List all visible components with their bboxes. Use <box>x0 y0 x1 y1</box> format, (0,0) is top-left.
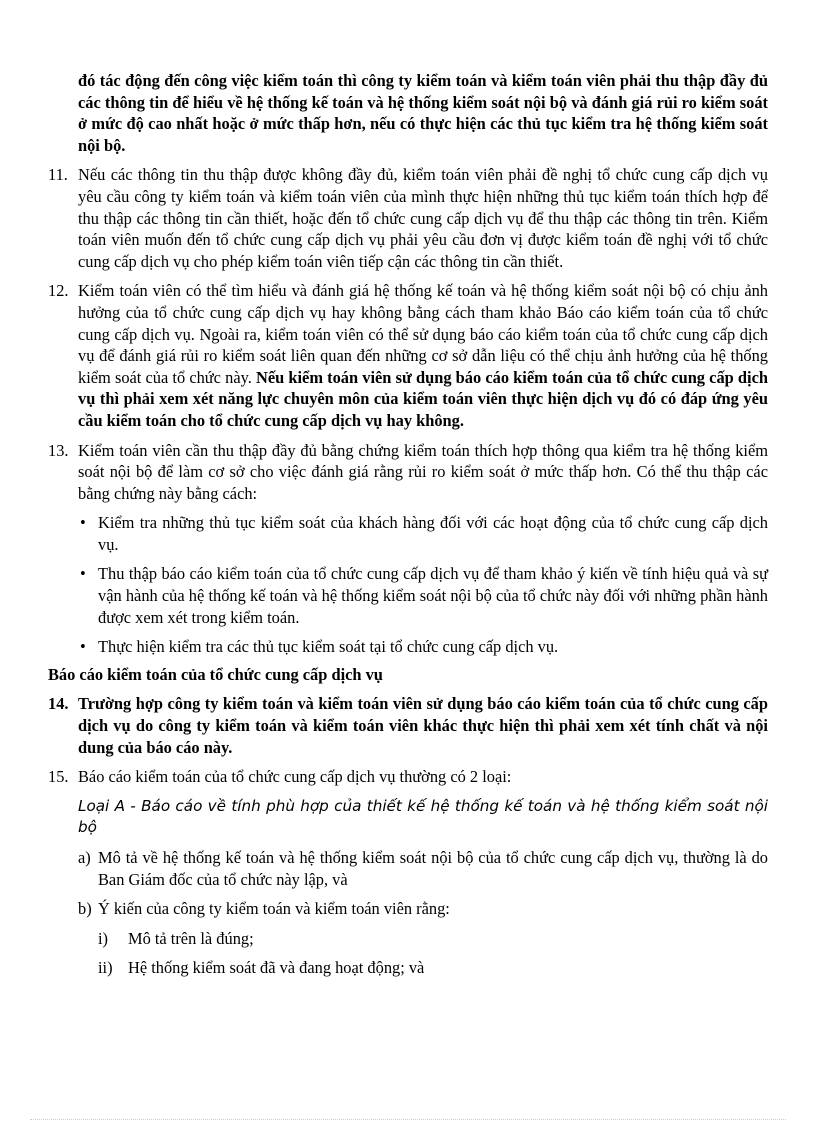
page-bottom-divider <box>30 1119 786 1120</box>
sub-item-b <box>78 898 768 920</box>
item-number: 13. <box>48 440 69 460</box>
document-page <box>48 70 768 979</box>
sub-item-a <box>78 847 768 890</box>
sub-item-text: Ý kiến của công ty kiểm toán và kiểm toán viên rằng: <box>98 899 450 919</box>
item-text: Kiểm toán viên có thể tìm hiểu và đánh giá hệ thống kế toán và hệ thống kiểm soát nội bộ có chịu ảnh hưởng của tổ chức cung cấp dịch vụ hay không bằng cách tham khảo Báo cáo kiểm toán của tổ chức cung cấp dịch vụ. Ngoài ra, kiểm toán viên có thể sử dụng báo cáo kiểm toán của tổ chức cung cấp dịch vụ để đánh giá rủi ro kiểm soát liên quan đến những cơ sở dẫn liệu có thể chịu ảnh hưởng của hệ thống kiểm soát của tổ chức này. <box>78 281 768 387</box>
item-number: 14. <box>48 694 69 714</box>
item-text: Nếu các thông tin thu thập được không đầy đủ, kiểm toán viên phải đề nghị tổ chức cung cấp dịch vụ yêu cầu công ty kiểm toán và kiểm toán viên của mình thực hiện những thủ tục kiểm toán thích hợp để thu thập các thông tin cần thiết, hoặc đến tổ chức cung cấp dịch vụ để thu thập các thông tin trên. Kiểm toán viên muốn đến tổ chức cung cấp dịch vụ phải yêu cầu đơn vị được kiểm toán đề nghị với tổ chức cung cấp dịch vụ cho phép kiểm toán viên tiếp cận các thông tin cần thiết. <box>78 165 768 271</box>
bullet-item <box>78 512 768 555</box>
sub-item-text: Mô tả trên là đúng; <box>128 928 254 948</box>
sub-item-text: Mô tả về hệ thống kế toán và hệ thống kiểm soát nội bộ của tổ chức cung cấp dịch vụ, thường là do Ban Giám đốc của tổ chức này lập, và <box>98 848 768 889</box>
item-14 <box>48 693 768 758</box>
sub-item-text: Hệ thống kiểm soát đã và đang hoạt động; và <box>128 958 425 978</box>
sub-item-label: b) <box>78 899 92 919</box>
bullet-text: Thực hiện kiểm tra các thủ tục kiểm soát tại tổ chức cung cấp dịch vụ. <box>98 637 559 657</box>
sub-item-ii <box>78 957 768 979</box>
intro-paragraph: đó tác động đến công việc kiểm toán thì công ty kiểm toán và kiểm toán viên phải thu thập đầy đủ các thông tin để hiểu về hệ thống kế toán và hệ thống kiểm soát nội bộ và đánh giá rủi ro kiểm soát ở mức độ cao nhất hoặc ở mức thấp hơn, nếu có thực hiện các thủ tục kiểm tra hệ thống kiểm soát nội bộ. <box>78 71 768 155</box>
item-number: 15. <box>48 767 69 787</box>
bullet-item <box>78 636 768 658</box>
loai-a-heading: Loại A - Báo cáo về tính phù hợp của thiết kế hệ thống kế toán và hệ thống kiểm soát nội bộ <box>78 796 768 837</box>
item-text: Trường hợp công ty kiểm toán và kiểm toán viên sử dụng báo cáo kiểm toán của tổ chức cung cấp dịch vụ do công ty kiểm toán và kiểm toán viên khác thực hiện thì phải xem xét tính chất và nội dung của báo cáo này. <box>78 694 768 757</box>
section-heading: Báo cáo kiểm toán của tổ chức cung cấp dịch vụ <box>48 664 383 684</box>
item-11 <box>48 164 768 272</box>
item-text: Báo cáo kiểm toán của tổ chức cung cấp dịch vụ thường có 2 loại: <box>78 767 512 787</box>
bullet-icon: • <box>80 564 86 584</box>
bullet-icon: • <box>80 637 86 657</box>
bullet-item <box>78 563 768 628</box>
item-15 <box>48 766 768 788</box>
item-12 <box>48 280 768 431</box>
item-bold-text: Nếu kiểm toán viên sử dụng báo cáo kiểm toán của tổ chức cung cấp dịch vụ thì phải xem xét năng lực chuyên môn của kiểm toán viên thực hiện dịch vụ đó có đáp ứng yêu cầu kiểm toán cho tổ chức cung cấp dịch vụ hay không. <box>78 367 768 430</box>
bullet-icon: • <box>80 513 86 533</box>
sub-item-label: a) <box>78 848 91 867</box>
sub-item-i <box>78 928 768 950</box>
sub-item-label: ii) <box>98 958 113 978</box>
bullet-text: Kiểm tra những thủ tục kiểm soát của khách hàng đối với các hoạt động của tổ chức cung cấp dịch vụ. <box>98 513 768 554</box>
item-13 <box>48 440 768 505</box>
item-text: Kiểm toán viên cần thu thập đầy đủ bằng chứng kiểm toán thích hợp thông qua kiểm tra hệ thống kiểm soát nội bộ để làm cơ sở cho việc đánh giá rằng rủi ro kiểm soát ở mức thấp hơn. Có thể thu thập các bằng chứng này bằng cách: <box>78 440 768 503</box>
sub-item-label: i) <box>98 928 109 948</box>
item-number: 12. <box>48 281 69 301</box>
bullet-text: Thu thập báo cáo kiểm toán của tổ chức cung cấp dịch vụ để tham khảo ý kiến về tính hiệu quả và sự vận hành của hệ thống kế toán và hệ thống kiểm soát nội bộ của tổ chức này đối với những phần hành được xem xét trong kiểm toán. <box>98 564 768 627</box>
item-number: 11. <box>48 165 68 185</box>
